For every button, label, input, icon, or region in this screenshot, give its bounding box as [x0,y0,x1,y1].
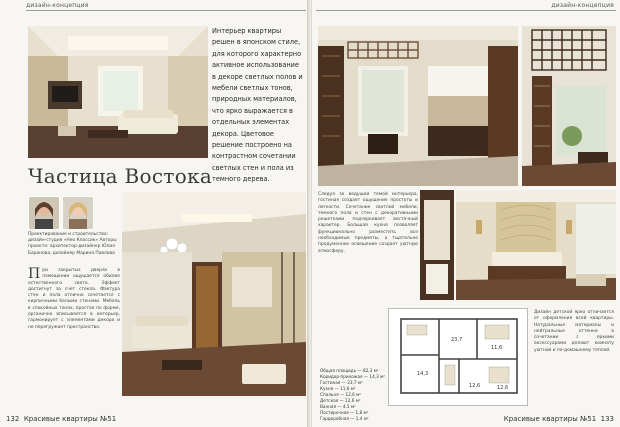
left-page [0,0,308,427]
page-number-left: 132 [6,415,20,423]
plan-label-5: 12,6 [497,385,509,391]
magazine-name-right: Красивые квартиры №51 [503,415,597,423]
section-header-left: дизайн-концепция [26,2,89,9]
plan-label-4: 12,6 [469,383,481,389]
body-text-right-2: Дизайн детской ярко отличается от оформления всей квартиры. Натуральные материалы и нейтральные оттенки в сочетании с яркими аксессуарами делают комнату уютной и по-домашнему теплой. [534,310,614,353]
right-page [312,0,620,427]
designer-portrait-1 [28,196,60,230]
plan-label-3: 11,6 [491,345,503,351]
area-item: Спальня — 12,6 м² [320,392,361,397]
area-item: Гостиная — 23,7 м² [320,380,363,385]
project-credits: Проектирование и строительство: дизайн-студия «Нео Классик» Авторы проекта: архитектор-дизайнер Юлия Баранова, дизайнер Марина Павлова [28,232,117,256]
floor-plan [388,308,528,406]
header-rule [26,10,306,11]
drop-cap: П [28,266,41,282]
magazine-name-left: Красивые квартиры №51 [23,415,117,423]
section-header-right: дизайн-концепция [551,2,614,9]
body-text-right-1: Следуя за ведущей темой интерьера, гостиная создает ощущение простоты и легкости. Сочетание светлой мебели, темного пола и стен с декоративными решетками подчеркивает восточный характер. Большая кухня позволяет функционально разместить все необходимые предметы, а тщательно продуманное освещение создает уютную атмосферу. [318,192,418,254]
bedroom-photo [456,190,616,300]
plan-label-2: 23,7 [451,337,463,343]
page-number-right: 133 [600,415,614,423]
body-text-left [28,268,120,331]
area-item: Постирочная — 1,8 м² [320,410,369,415]
area-list [320,368,390,422]
bathroom-photo [420,190,454,300]
area-item: Коридор-прихожая — 14,3 м² [320,374,385,379]
intro-paragraph: Интерьер квартиры решен в японском стиле, для которого характерно активное использование в декоре светлых полов и мебели светлых тонов, природных материалов, что ярко выражается в отдельных элементах декора. Цветовое решение построено на контрастном сочетании светлых стен и пола из темного дерева. [212,27,303,184]
living-room-wide-photo [122,192,306,396]
plan-label-1: 14,3 [417,371,429,377]
designer-portrait-2 [62,196,94,230]
living-room-photo [28,26,208,158]
area-item: Детская — 12,6 м² [320,398,361,403]
area-item: Гардеробная — 1,4 м² [320,416,369,421]
balcony-photo [522,26,616,186]
area-item: Ванная — 4,5 м² [320,404,356,409]
page-folio-left [6,415,116,423]
article-title: Частица Востока [28,164,213,188]
body-text-left-content: ри закрытых дверях в помещении ощущается обилие естественного света. Эффект достигнут за счет стекла. Фактура стен и пола отлично сочетается с кирпичными белыми стенами. Мебель в спокойных тонах, простая по форме, органично вписывается в интерьер, гармонирует с элементами декора и не перегружает пространство. [28,268,120,330]
kitchen-photo [318,26,518,186]
header-rule-right [316,10,616,11]
area-item: Кухня — 11,6 м² [320,386,356,391]
page-folio-right [504,415,614,423]
area-item: Общая площадь — 82,3 м² [320,368,379,373]
